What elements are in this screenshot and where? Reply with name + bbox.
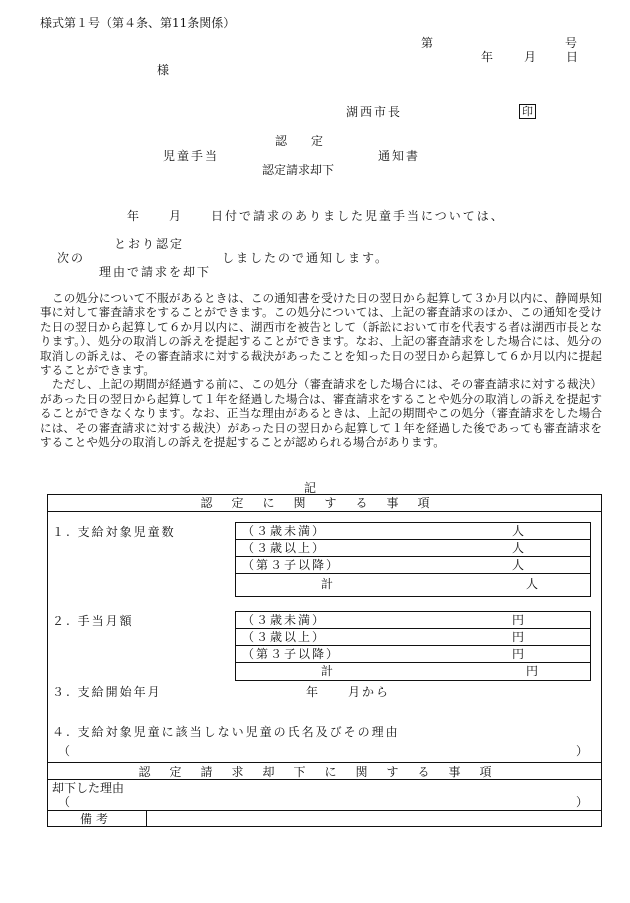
row-label: （３歳以上） xyxy=(242,630,327,644)
paren-open: （ xyxy=(58,795,71,809)
title-notice: 通知書 xyxy=(378,149,421,163)
option-reject: 理由で請求を却下 xyxy=(99,265,212,279)
row-label: （３歳未満） xyxy=(242,524,327,538)
item4-label: ４. 支給対象児童に該当しない児童の氏名及びその理由 xyxy=(52,725,400,739)
total-unit: 人 xyxy=(526,577,539,591)
section2-header: 認定請求却下に関する事項 xyxy=(138,765,511,779)
amount-row xyxy=(236,646,590,663)
row-unit: 人 xyxy=(512,558,525,572)
remarks-divider xyxy=(146,810,147,826)
total-unit: 円 xyxy=(526,664,539,678)
date-month: 月 xyxy=(524,50,537,64)
monthly-amount-box xyxy=(235,611,591,681)
divider xyxy=(47,762,602,763)
amount-row xyxy=(236,612,590,629)
paren-close: ） xyxy=(576,795,589,809)
total-label: 計 xyxy=(321,577,334,591)
body-lead: 次の xyxy=(57,251,86,265)
item3-label: ３. 支給開始年月 xyxy=(52,685,162,699)
title-child-allowance: 児童手当 xyxy=(163,149,220,163)
appeal-notice xyxy=(40,291,602,449)
remarks-label: 備考 xyxy=(80,812,113,826)
row-unit: 人 xyxy=(512,524,525,538)
amount-row xyxy=(236,629,590,646)
appeal-paragraph-1: この処分について不服があるときは、この通知書を受けた日の翌日から起算して３か月以内に、静岡県知事に対して審査請求をすることができます。この処分については、上記の審査請求のほか、この通知を受けた日の翌日から起算して６か月以内に、湖西市を被告として（訴訟において市を代表する者は湖西市長となります。）、処分の取消しの訴えを提起することができます。なお、上記の審査請求をした場合には、処分の取消しの訴えは、その審査請求に対する裁決があったことを知った日の翌日から起算して６か月以内に提起することができます。 xyxy=(40,291,602,378)
seal-mark: 印 xyxy=(519,104,536,119)
paren-open: （ xyxy=(58,744,71,758)
child-count-row xyxy=(236,540,590,557)
total-label: 計 xyxy=(321,664,334,678)
issuer: 湖西市長 xyxy=(346,105,403,119)
appeal-paragraph-2: ただし、上記の期間が経過する前に、この処分（審査請求をした場合には、その審査請求に対する裁決）があった日の翌日から起算して１年を経過した場合は、審査請求をすることや処分の取消しの訴えを提起することができなくなります。なお、正当な理由があるときは、上記の期間やこの処分（審査請求をした場合には、その審査請求に対する裁決）があった日の翌日から起算して１年を経過した後であっても審査請求をすることや処分の取消しの訴えを提起することが認められる場合があります。 xyxy=(40,377,602,450)
ki-mark: 記 xyxy=(304,481,317,495)
child-count-row xyxy=(236,523,590,540)
doc-number-suffix: 号 xyxy=(565,36,578,50)
section1-header: 認定に関する事項 xyxy=(200,496,449,510)
divider xyxy=(47,779,602,780)
item2-label: ２. 手当月額 xyxy=(52,614,134,628)
item3-value: 年 月から xyxy=(306,685,391,699)
date-day: 日 xyxy=(566,50,579,64)
title-rejection: 認定請求却下 xyxy=(262,163,335,177)
option-certify: とおり認定 xyxy=(114,237,185,251)
row-unit: 円 xyxy=(512,613,525,627)
divider xyxy=(47,810,602,811)
paren-close: ） xyxy=(576,744,589,758)
title-certify: 認 定 xyxy=(275,134,324,148)
row-label: （３歳以上） xyxy=(242,541,327,555)
row-unit: 円 xyxy=(512,630,525,644)
child-count-box xyxy=(235,522,591,597)
divider xyxy=(47,511,602,512)
body-line1: 年 月 日付で請求のありました児童手当については、 xyxy=(127,209,505,223)
item1-label: １. 支給対象児童数 xyxy=(52,525,176,539)
date-year: 年 xyxy=(481,50,494,64)
reject-reason-label: 却下した理由 xyxy=(52,781,125,795)
row-unit: 円 xyxy=(512,647,525,661)
row-label: （第３子以降） xyxy=(242,558,341,572)
form-number: 様式第１号（第４条、第11条関係） xyxy=(40,16,236,30)
row-label: （３歳未満） xyxy=(242,613,327,627)
addressee-suffix: 様 xyxy=(157,63,170,77)
row-unit: 人 xyxy=(512,541,525,555)
amount-total-row xyxy=(236,663,590,679)
body-trail: しましたので通知します。 xyxy=(222,251,390,265)
doc-number-prefix: 第 xyxy=(421,36,434,50)
child-count-row xyxy=(236,557,590,574)
row-label: （第３子以降） xyxy=(242,647,341,661)
child-count-total-row xyxy=(236,576,590,592)
